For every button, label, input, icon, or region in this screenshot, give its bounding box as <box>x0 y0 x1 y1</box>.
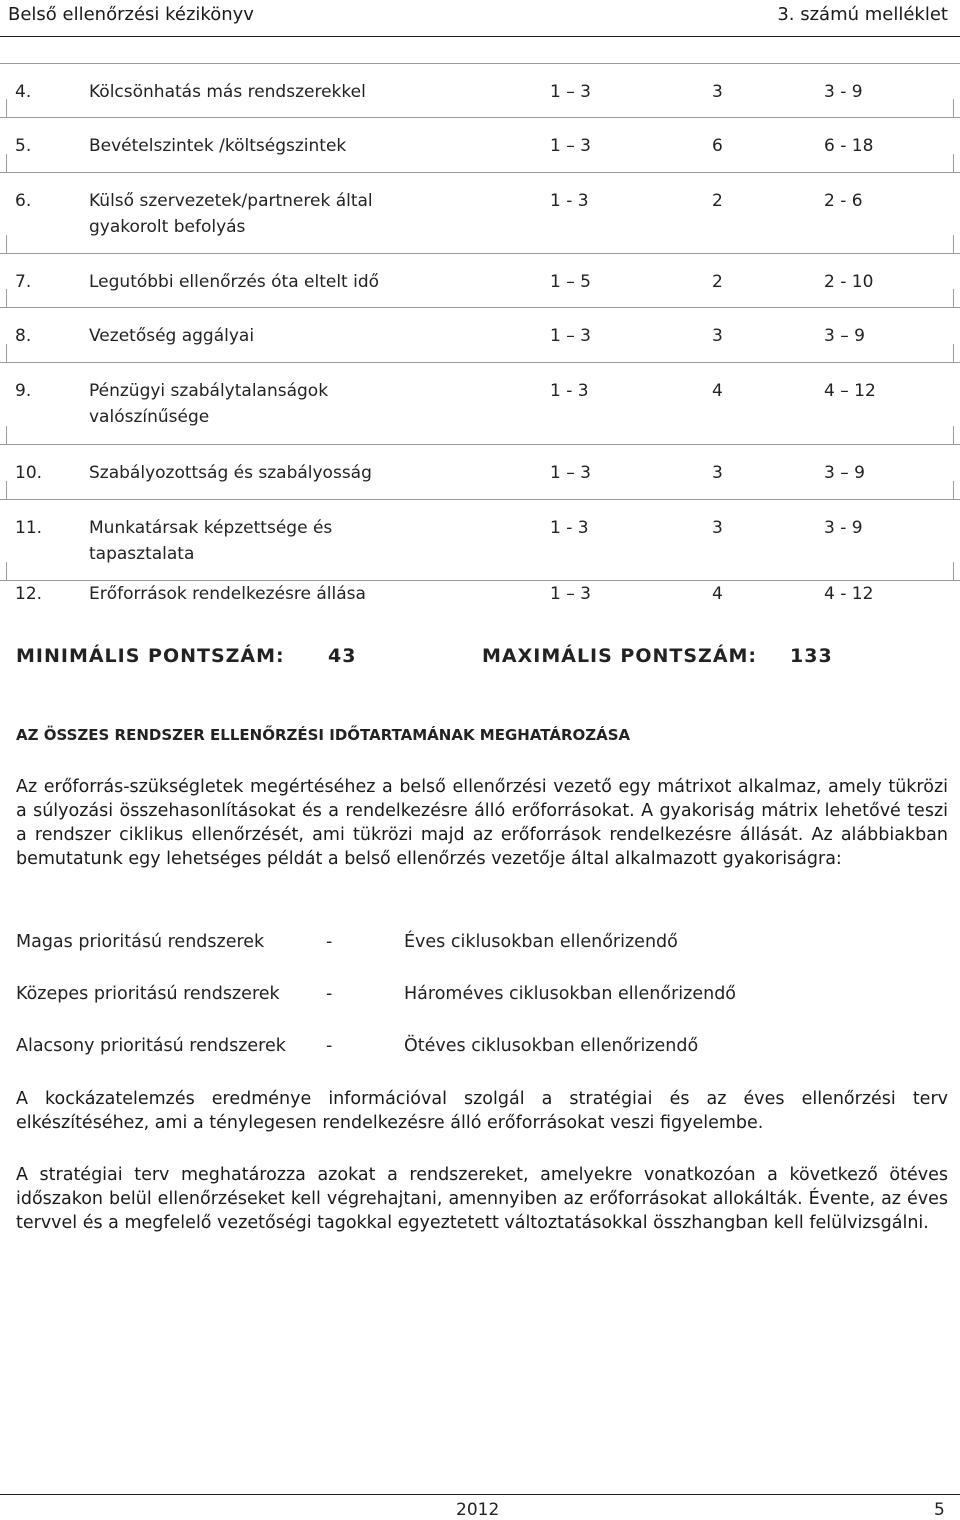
row-factor: Legutóbbi ellenőrzés óta eltelt idő <box>89 272 380 292</box>
row-factor: Szabályozottság és szabályosság <box>89 463 372 483</box>
row-score: 2 - 10 <box>824 272 874 292</box>
row-range: 1 – 3 <box>550 82 591 102</box>
row-range: 1 – 5 <box>550 272 591 292</box>
row-weight: 3 <box>712 463 723 483</box>
row-number: 6. <box>15 191 32 211</box>
row-number: 8. <box>15 326 32 346</box>
row-weight: 3 <box>712 326 723 346</box>
table-row <box>0 253 960 307</box>
row-factor: Pénzügyi szabálytalanságok valószínűsége <box>89 381 329 427</box>
min-score-label: MINIMÁLIS PONTSZÁM: <box>16 645 285 667</box>
table-row <box>0 362 960 444</box>
page-number: 5 <box>934 1500 945 1520</box>
table-row <box>0 117 960 172</box>
row-number: 7. <box>15 272 32 292</box>
priority-high-label: Magas prioritású rendszerek <box>16 932 265 952</box>
table-row <box>0 307 960 362</box>
priority-low-dash: - <box>326 1036 333 1056</box>
row-score: 3 – 9 <box>824 463 865 483</box>
priority-low-label: Alacsony prioritású rendszerek <box>16 1036 286 1056</box>
min-score-value: 43 <box>328 645 357 667</box>
row-range: 1 – 3 <box>550 136 591 156</box>
row-weight: 3 <box>712 82 723 102</box>
max-score-value: 133 <box>790 645 833 667</box>
row-score: 6 - 18 <box>824 136 874 156</box>
row-range: 1 – 3 <box>550 584 591 604</box>
row-weight: 2 <box>712 191 723 211</box>
document-title: Belső ellenőrzési kézikönyv <box>8 4 254 25</box>
row-weight: 3 <box>712 518 723 538</box>
section-title: AZ ÖSSZES RENDSZER ELLENŐRZÉSI IDŐTARTAMÁNAK MEGHATÁROZÁSA <box>16 726 631 744</box>
row-score: 3 – 9 <box>824 326 865 346</box>
max-score-label: MAXIMÁLIS PONTSZÁM: <box>482 645 758 667</box>
row-weight: 4 <box>712 381 723 401</box>
priority-medium-label: Közepes prioritású rendszerek <box>16 984 280 1004</box>
page-header <box>0 0 960 37</box>
row-range: 1 - 3 <box>550 518 589 538</box>
row-factor: Külső szervezetek/partnerek által gyakorolt befolyás <box>89 191 373 237</box>
row-score: 3 - 9 <box>824 518 863 538</box>
row-number: 5. <box>15 136 32 156</box>
table-row <box>0 499 960 580</box>
row-factor: Munkatársak képzettsége és tapasztalata <box>89 518 333 564</box>
priority-high-dash: - <box>326 932 333 952</box>
priority-low-cycle: Ötéves ciklusokban ellenőrizendő <box>404 1036 699 1056</box>
annex-label: 3. számú melléklet <box>777 4 948 25</box>
paragraph-frequency-matrix: Az erőforrás-szükségletek megértéséhez a belső ellenőrzési vezető egy mátrixot alkalmaz, amely tükrözi a súlyozási összehasonlításokat és a rendelkezésre álló erőforrásokat. A gyakoriság mátrix lehetővé teszi a rendszer ciklikus ellenőrzését, ami tükrözi majd az erőforrások rendelkezésre állását. Az alábbiakban bemutatunk egy lehetséges példát a belső ellenőrzés vezetője által alkalmazott gyakoriságra: <box>16 777 948 869</box>
row-score: 3 - 9 <box>824 82 863 102</box>
row-number: 4. <box>15 82 32 102</box>
table-row <box>0 172 960 253</box>
row-score: 4 – 12 <box>824 381 876 401</box>
row-factor: Kölcsönhatás más rendszerekkel <box>89 82 366 102</box>
row-weight: 2 <box>712 272 723 292</box>
row-range: 1 – 3 <box>550 463 591 483</box>
row-number: 10. <box>15 463 43 483</box>
priority-high-cycle: Éves ciklusokban ellenőrizendő <box>404 932 678 952</box>
row-factor: Vezetőség aggályai <box>89 326 255 346</box>
table-row <box>0 580 960 611</box>
priority-medium-cycle: Hároméves ciklusokban ellenőrizendő <box>404 984 737 1004</box>
footer-year: 2012 <box>456 1500 500 1520</box>
row-number: 12. <box>15 584 43 604</box>
row-range: 1 – 3 <box>550 326 591 346</box>
row-score: 4 - 12 <box>824 584 874 604</box>
row-score: 2 - 6 <box>824 191 863 211</box>
row-factor: Bevételszintek /költségszintek <box>89 136 347 156</box>
table-row <box>0 63 960 117</box>
row-factor: Erőforrások rendelkezésre állása <box>89 584 366 604</box>
paragraph-risk-analysis: A kockázatelemzés eredménye információval szolgál a stratégiai és az éves ellenőrzési terv elkészítéséhez, ami a ténylegesen rendelkezésre álló erőforrásokat veszi figyelembe. <box>16 1089 948 1133</box>
row-weight: 6 <box>712 136 723 156</box>
footer-divider <box>0 1494 960 1495</box>
risk-factor-table <box>0 63 960 611</box>
priority-medium-dash: - <box>326 984 333 1004</box>
paragraph-strategic-plan: A stratégiai terv meghatározza azokat a rendszereket, amelyekre vonatkozóan a következő ötéves időszakon belül ellenőrzéseket kell végrehajtani, amennyiben az erőforrásokat allokálták. Évente, az éves tervvel és a megfelelő vezetőségi tagokkal egyeztetett változtatásokkal összhangban kell felülvizsgálni. <box>16 1165 948 1233</box>
row-range: 1 - 3 <box>550 381 589 401</box>
row-range: 1 - 3 <box>550 191 589 211</box>
row-weight: 4 <box>712 584 723 604</box>
row-number: 9. <box>15 381 32 401</box>
row-number: 11. <box>15 518 43 538</box>
table-row <box>0 444 960 499</box>
